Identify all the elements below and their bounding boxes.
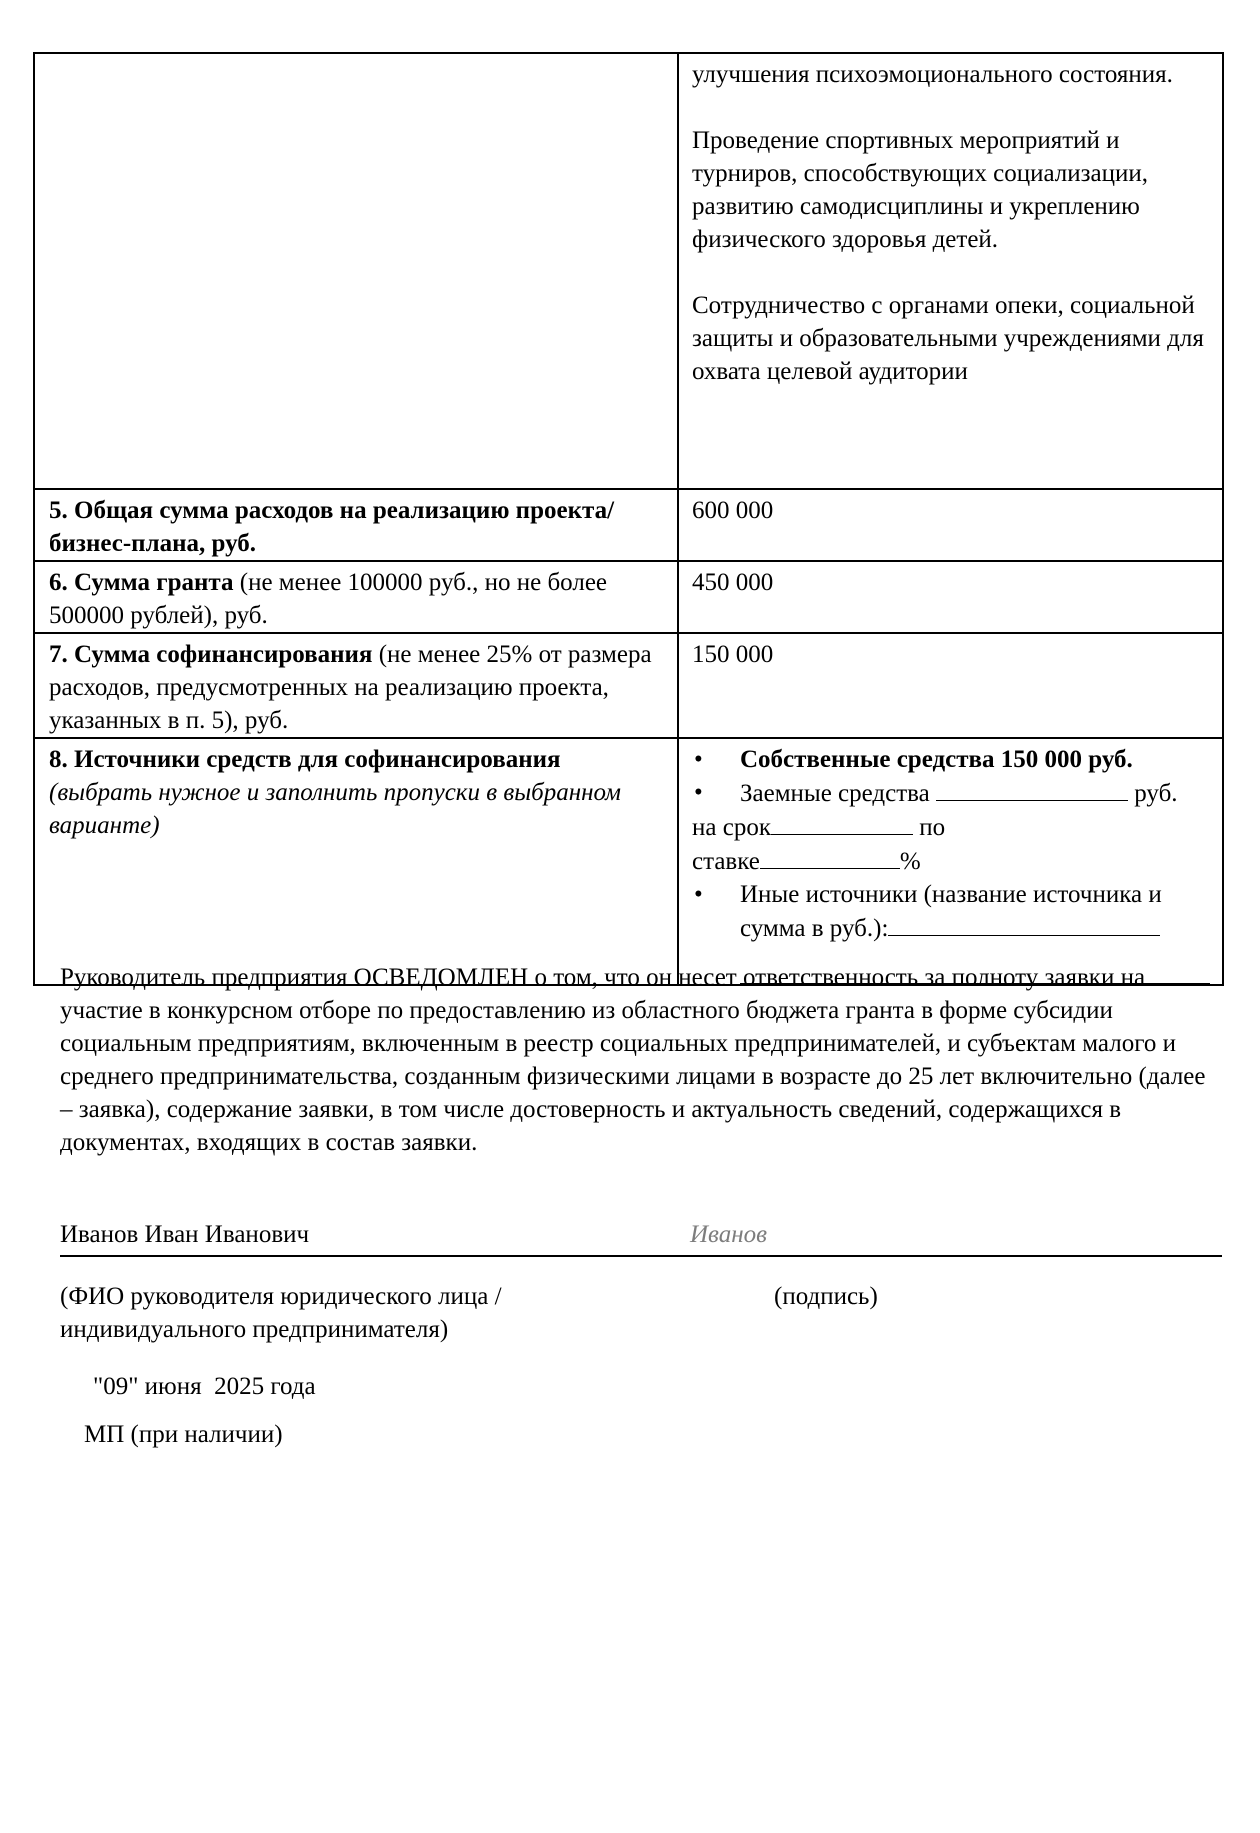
funding-sources-list [692, 743, 1212, 810]
signature-line [60, 1215, 1222, 1257]
stamp-place: МП (при наличии) [84, 1421, 283, 1448]
other-sources-blank[interactable] [888, 911, 1160, 936]
table-row-grant-amount [34, 561, 1223, 633]
table-row-continued [34, 53, 1223, 489]
director-name: Иванов Иван Иванович [60, 1221, 310, 1248]
loan-rate-blank[interactable] [760, 844, 900, 869]
loan-amount-blank[interactable] [936, 776, 1128, 801]
bullet-icon: • [694, 881, 703, 908]
bullet-icon: • [694, 779, 703, 806]
table-row-cofinancing [34, 633, 1223, 738]
loan-term-blank[interactable] [771, 810, 913, 835]
cofinancing-value: 150 000 [678, 633, 1223, 738]
responsibility-notice: Руководитель предприятия ОСВЕДОМЛЕН о том, что он несет ответственность за полноту заявки на участие в конкурсном отборе по предоставлению из областного бюджета гранта в форме субсидии социальным предприятиям, включенным в реестр социальных предпринимателей, и субъектам малого и среднего предпринимательства, созданным физическими лицами в возрасте до 25 лет включительно (далее – заявка), содержание заявки, в том числе достоверность и актуальность сведений, содержащихся в документах, входящих в состав заявки. [60, 964, 1206, 1156]
funding-sources-label: 8. Источники средств для софинансирования (выбрать нужное и заполнить пропуски в выбранном варианте) [34, 738, 678, 985]
table-row-funding-sources [34, 738, 1223, 985]
document-date: "09" июня 2025 года [93, 1373, 316, 1400]
activity-paragraph-1: улучшения психоэмоционального состояния. [692, 61, 1173, 88]
signature: Иванов [690, 1221, 767, 1248]
signature-caption: (подпись) [774, 1283, 878, 1310]
application-table [33, 52, 1224, 986]
funding-sources-options [678, 738, 1223, 985]
activity-paragraph-2: Проведение спортивных мероприятий и турниров, способствующих социализации, развитию самодисциплины и укреплению физического здоровья детей. [692, 127, 1148, 253]
loan-rate-line: ставке % [692, 844, 1212, 878]
grant-amount-label: 6. Сумма гранта (не менее 100000 руб., но не более 500000 рублей), руб. [34, 561, 678, 633]
name-caption: (ФИО руководителя юридического лица / индивидуального предпринимателя) [60, 1283, 502, 1343]
grant-amount-value: 450 000 [678, 561, 1223, 633]
cofinancing-label: 7. Сумма софинансирования (не менее 25% от размера расходов, предусмотренных на реализацию проекта, указанных в п. 5), руб. [34, 633, 678, 738]
source-loan: • Заемные средства руб. [692, 776, 1212, 810]
table-row-total-expenses [34, 489, 1223, 561]
continued-label-cell [34, 53, 678, 489]
continued-value-cell [678, 53, 1223, 489]
total-expenses-value: 600 000 [678, 489, 1223, 561]
activity-paragraph-3: Сотрудничество с органами опеки, социальной защиты и образовательными учреждениями для охвата целевой аудитории [692, 292, 1204, 385]
source-other: • Иные источники (название источника и сумма в руб.): [692, 878, 1212, 945]
bullet-icon: • [694, 746, 703, 773]
source-own-funds: • Собственные средства 150 000 руб. [692, 743, 1212, 776]
loan-term-line: на срок по [692, 810, 1212, 844]
total-expenses-label: 5. Общая сумма расходов на реализацию проекта/бизнес-плана, руб. [34, 489, 678, 561]
